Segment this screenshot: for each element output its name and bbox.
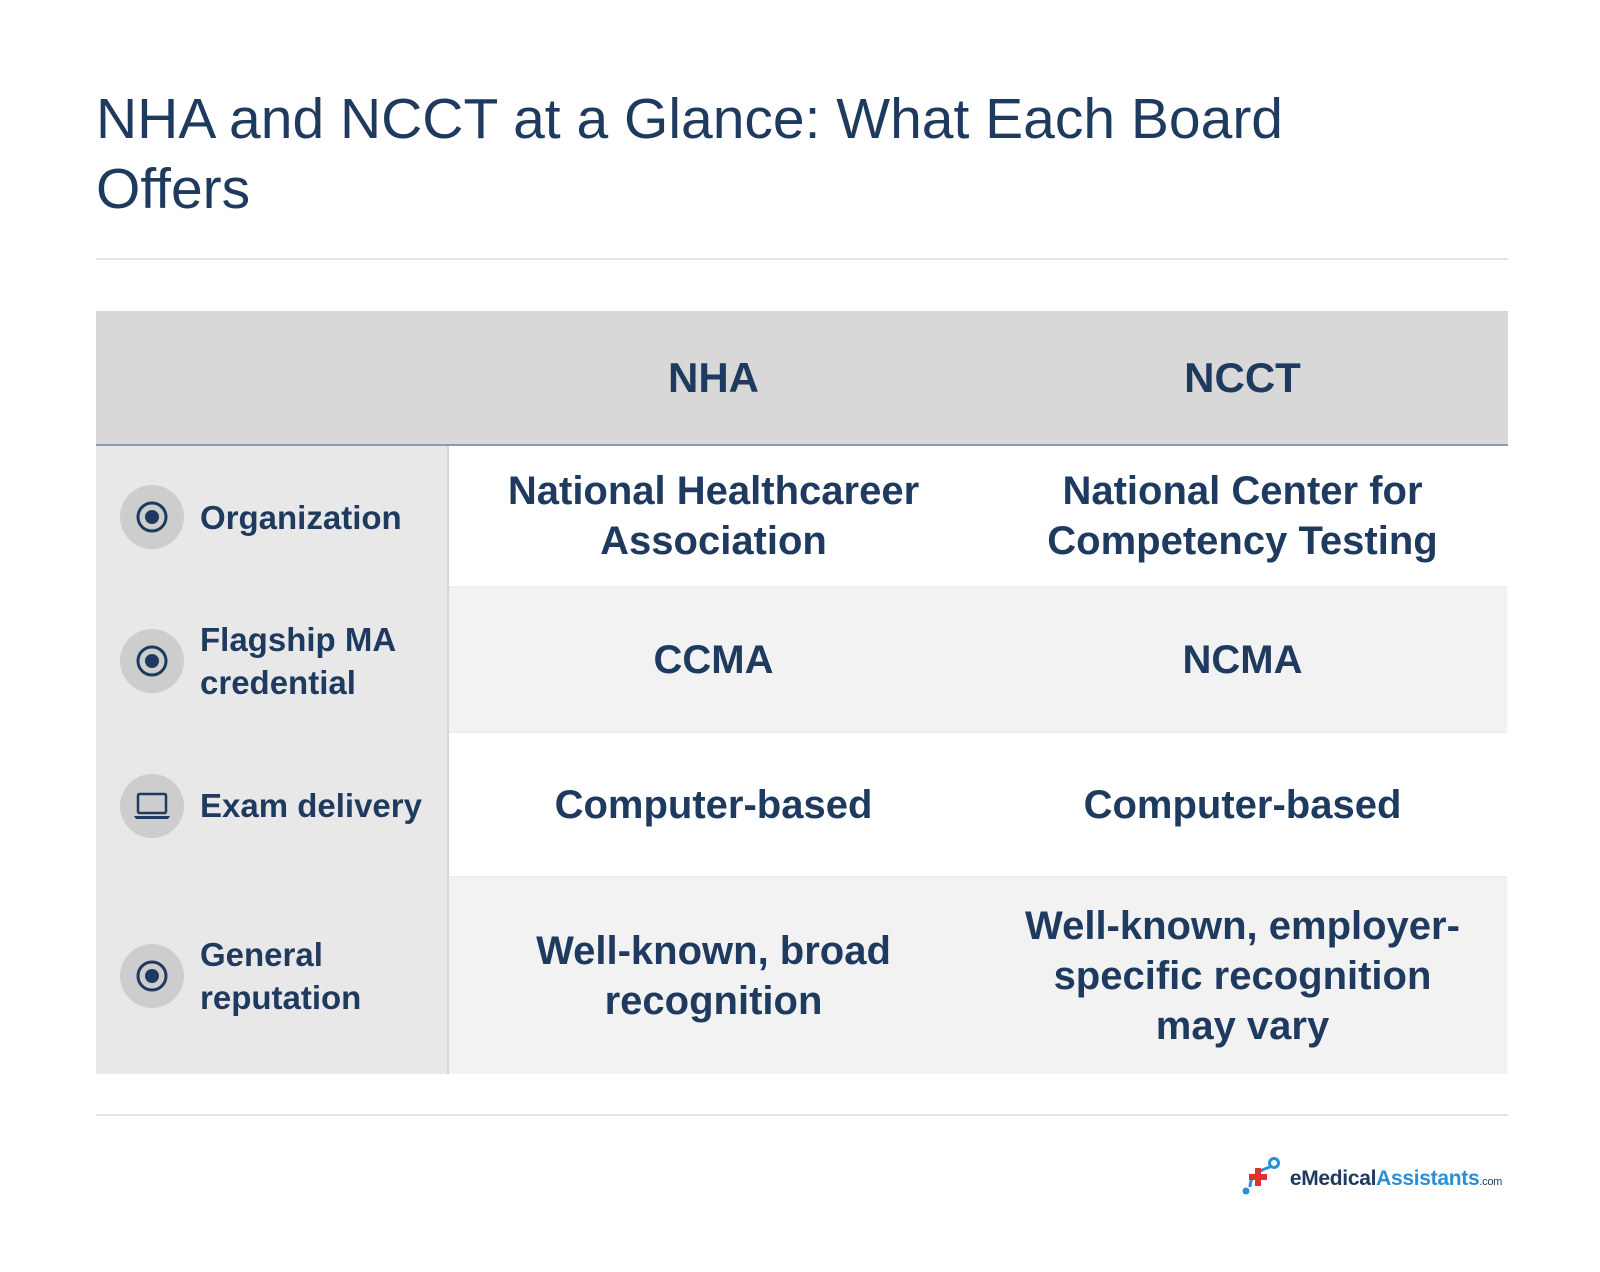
radio-target-icon <box>120 629 184 693</box>
column-header-nha: NHA <box>668 353 759 401</box>
cell-ncct-organization: National Center for Competency Testing <box>978 446 1507 588</box>
row-label-text: Flagship MA credential <box>200 620 395 701</box>
logo-mark-icon <box>1238 1156 1284 1201</box>
row-label-credential <box>96 588 449 733</box>
table-row <box>96 878 1508 1074</box>
cell-ncct-credential: NCMA <box>978 588 1507 733</box>
title-divider <box>96 258 1508 260</box>
header-corner <box>96 311 449 444</box>
row-label-text: Organization <box>200 498 402 536</box>
table-header-row <box>96 311 1508 446</box>
row-label-reputation <box>96 878 449 1074</box>
row-label-text: Exam delivery <box>200 787 422 824</box>
cell-ncct-reputation: Well-known, employer-specific recognition may vary <box>978 878 1507 1074</box>
footer-divider <box>96 1114 1508 1116</box>
comparison-table <box>96 311 1508 1074</box>
cell-nha-credential: CCMA <box>449 588 978 733</box>
table-row <box>96 588 1508 733</box>
laptop-icon <box>120 774 184 838</box>
radio-target-icon <box>120 944 184 1008</box>
cell-nha-reputation: Well-known, broad recognition <box>449 878 978 1074</box>
cell-nha-organization: National Healthcareer Association <box>449 446 978 588</box>
radio-target-icon <box>120 485 184 549</box>
cell-ncct-exam-delivery: Computer-based <box>978 733 1507 878</box>
table-row <box>96 733 1508 878</box>
logo-wordmark: eMedicalAssistants.com <box>1289 1166 1502 1190</box>
row-label-organization <box>96 446 449 588</box>
table-row <box>96 446 1508 588</box>
row-label-exam-delivery <box>96 733 449 878</box>
column-header-ncct: NCCT <box>1184 353 1301 401</box>
page-title: NHA and NCCT at a Glance: What Each Board Offers <box>96 87 1284 221</box>
row-label-text: General reputation <box>200 936 362 1016</box>
cell-nha-exam-delivery: Computer-based <box>449 733 978 878</box>
emedicalassistants-logo <box>1238 1156 1502 1201</box>
